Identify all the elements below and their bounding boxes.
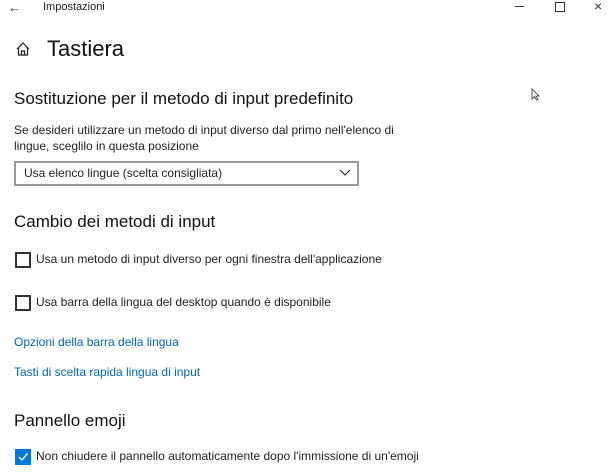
input-hotkeys-link[interactable]: Tasti di scelta rapida lingua di input xyxy=(14,365,201,379)
page-title: Tastiera xyxy=(47,36,125,61)
section-heading-switching: Cambio dei metodi di input xyxy=(14,212,216,231)
section-heading-override: Sostituzione per il metodo di input predefinito xyxy=(14,89,354,108)
home-icon[interactable] xyxy=(15,41,31,62)
override-description: Se desideri utilizzare un metodo di input diverso dal primo nell'elenco di xyxy=(14,123,394,137)
language-bar-options-link[interactable]: Opzioni della barra della lingua xyxy=(14,335,179,349)
input-method-dropdown[interactable] xyxy=(14,161,359,186)
window-title: Impostazioni xyxy=(43,1,105,13)
checkmark-icon xyxy=(17,451,29,463)
dropdown-value: Usa elenco lingue (scelta consigliata) xyxy=(24,166,223,180)
override-description-2: lingue, sceglilo in questa posizione xyxy=(14,139,199,153)
keep-emoji-panel-open-checkbox[interactable] xyxy=(15,449,31,465)
desktop-language-bar-checkbox[interactable] xyxy=(15,295,31,311)
maximize-button[interactable] xyxy=(555,2,565,12)
chevron-down-icon xyxy=(339,169,351,177)
per-window-input-checkbox[interactable] xyxy=(15,252,31,268)
mouse-cursor-icon xyxy=(531,88,540,101)
keep-emoji-panel-open-label[interactable]: Non chiudere il pannello automaticamente dopo l'immissione di un'emoji xyxy=(36,449,419,463)
back-button[interactable]: ← xyxy=(8,0,21,15)
close-button[interactable]: × xyxy=(594,0,603,14)
minimize-button[interactable] xyxy=(515,6,524,7)
section-heading-emoji: Pannello emoji xyxy=(14,411,126,430)
per-window-input-label[interactable]: Usa un metodo di input diverso per ogni finestra dell'applicazione xyxy=(36,252,382,266)
desktop-language-bar-label[interactable]: Usa barra della lingua del desktop quando è disponibile xyxy=(36,295,331,309)
